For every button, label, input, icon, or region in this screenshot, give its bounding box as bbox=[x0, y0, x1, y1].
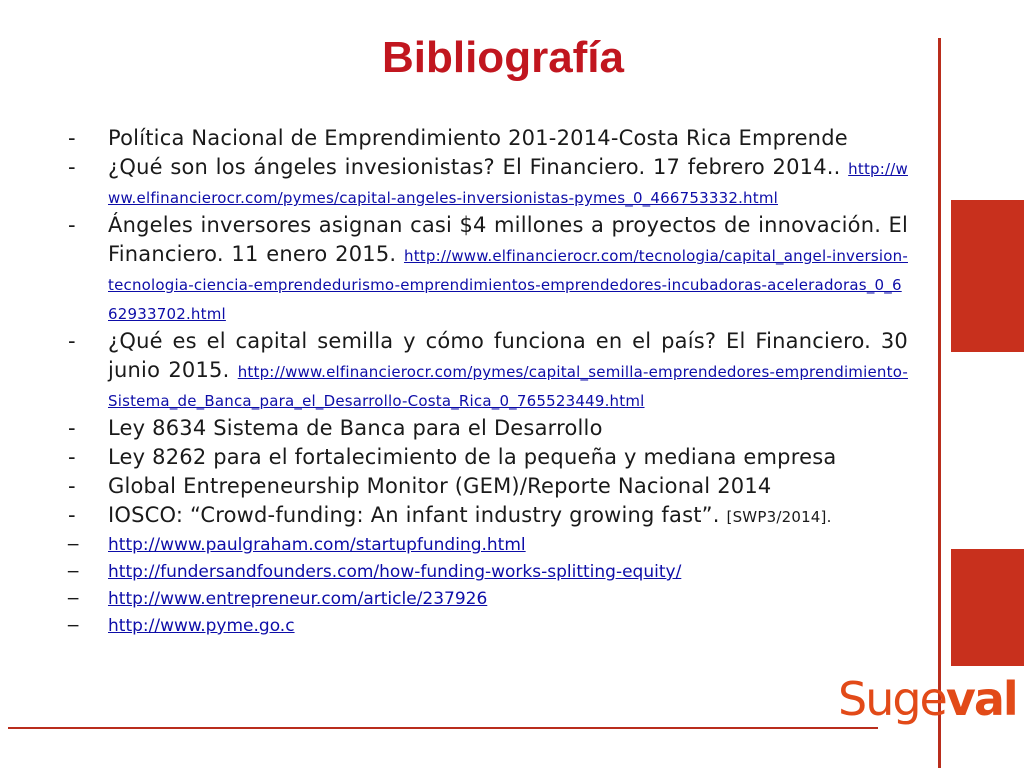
bib-text: Ángeles inversores asignan casi $4 millones a proyectos de innovación. El Financiero. 11 enero 2015. bbox=[108, 213, 908, 266]
bullet: - bbox=[68, 503, 76, 527]
resource-link[interactable]: http://www.entrepreneur.com/article/237926 bbox=[108, 589, 488, 609]
bib-item bbox=[66, 153, 908, 211]
bib-link[interactable]: http://www.elfinancierocr.com/pymes/capital_semilla-emprendedores-emprendimiento-Sistema_de_Banca_para_el_Desarrollo-Costa_Rica_0_765523449.html bbox=[108, 363, 908, 410]
bib-item bbox=[66, 124, 908, 153]
bib-text: Política Nacional de Emprendimiento 201-2014-Costa Rica Emprende bbox=[108, 126, 848, 150]
bib-item bbox=[66, 472, 908, 501]
bib-link[interactable]: http://www.elfinancierocr.com/pymes/capital-angeles-inversionistas-pymes_0_466753332.html bbox=[108, 160, 908, 207]
bullet: - bbox=[68, 155, 76, 179]
bullet: − bbox=[66, 589, 81, 609]
bib-text: ¿Qué son los ángeles invesionistas? El Financiero. 17 febrero 2014.. bbox=[108, 155, 841, 179]
vertical-divider bbox=[938, 38, 941, 768]
resource-link[interactable]: http://www.pyme.go.c bbox=[108, 616, 295, 636]
bullet: - bbox=[68, 126, 76, 150]
bib-item bbox=[66, 414, 908, 443]
link-item bbox=[66, 559, 908, 586]
bullet: - bbox=[68, 416, 76, 440]
bullet: − bbox=[66, 562, 81, 582]
page-title: Bibliografía bbox=[381, 33, 625, 82]
bib-text: ¿Qué es el capital semilla y cómo funciona en el país? El Financiero. 30 junio 2015. bbox=[108, 329, 908, 382]
bib-link[interactable]: http://www.elfinancierocr.com/tecnologia/capital_angel-inversion-tecnologia-ciencia-emprendedurismo-emprendimientos-emprendedores-incubadoras-aceleradoras_0_662933702.html bbox=[108, 247, 908, 323]
link-item bbox=[66, 532, 908, 559]
accent-bar-bottom bbox=[951, 549, 1024, 666]
link-item bbox=[66, 613, 908, 640]
bullet: - bbox=[68, 445, 76, 469]
link-item bbox=[66, 586, 908, 613]
bullet: - bbox=[68, 329, 76, 353]
logo-part-2: val bbox=[945, 672, 1017, 726]
bullet: - bbox=[68, 474, 76, 498]
logo-part-1: Suge bbox=[838, 672, 946, 726]
bullet: − bbox=[66, 616, 81, 636]
bib-text: Ley 8262 para el fortalecimiento de la pequeña y mediana empresa bbox=[108, 445, 837, 469]
horizontal-divider bbox=[8, 727, 878, 729]
bibliography-list bbox=[66, 124, 908, 640]
bib-item bbox=[66, 211, 908, 327]
bib-item bbox=[66, 327, 908, 414]
resource-link[interactable]: http://www.paulgraham.com/startupfunding.html bbox=[108, 535, 526, 555]
bullet: - bbox=[68, 213, 76, 237]
resource-link[interactable]: http://fundersandfounders.com/how-funding-works-splitting-equity/ bbox=[108, 562, 682, 582]
bib-text: Ley 8634 Sistema de Banca para el Desarrollo bbox=[108, 416, 603, 440]
bullet: − bbox=[66, 535, 81, 555]
bib-text: Global Entrepeneurship Monitor (GEM)/Reporte Nacional 2014 bbox=[108, 474, 772, 498]
accent-bar-top bbox=[951, 200, 1024, 352]
bib-text: IOSCO: “Crowd-funding: An infant industry growing fast”. bbox=[108, 503, 720, 527]
bib-item bbox=[66, 443, 908, 472]
bib-item bbox=[66, 501, 908, 532]
bib-ref: [SWP3/2014]. bbox=[726, 508, 832, 526]
sugeval-logo bbox=[838, 672, 1017, 732]
